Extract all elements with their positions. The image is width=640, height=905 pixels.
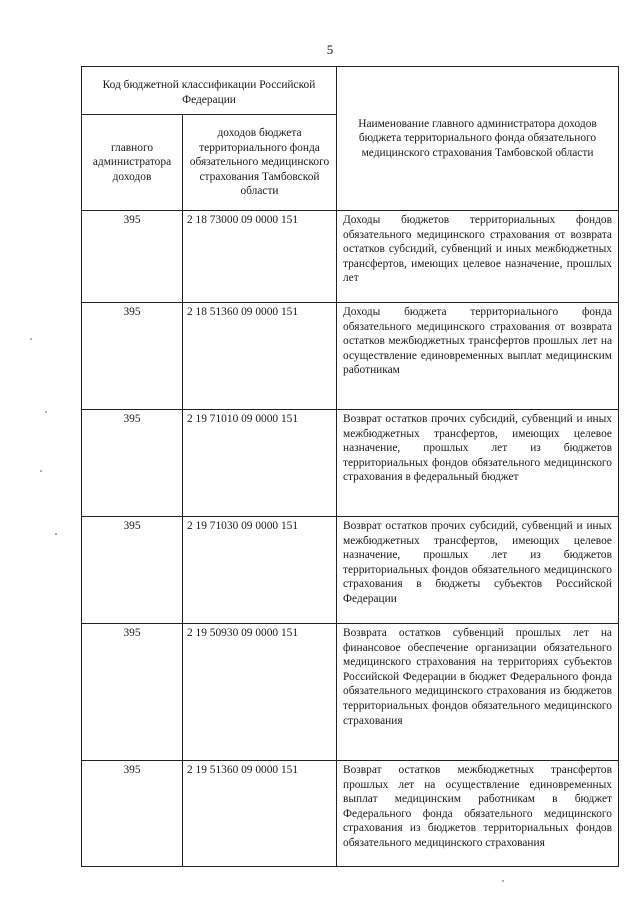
- scan-speck: [45, 411, 47, 413]
- admin-code-cell: 395: [82, 410, 183, 517]
- header-main-admin: главного администратора доходов: [82, 115, 183, 211]
- scan-speck: [55, 533, 57, 535]
- admin-code-cell: 395: [82, 761, 183, 867]
- admin-code-cell: 395: [82, 624, 183, 761]
- table-row: [82, 624, 619, 761]
- admin-code-cell: 395: [82, 211, 183, 303]
- income-code-cell: 2 19 71010 09 0000 151: [183, 410, 337, 517]
- scan-speck: [30, 338, 32, 340]
- income-code-cell: 2 19 71030 09 0000 151: [183, 517, 337, 624]
- admin-code-cell: 395: [82, 303, 183, 410]
- table-row: [82, 517, 619, 624]
- table-row: [82, 410, 619, 517]
- table-row: [82, 303, 619, 410]
- income-code-cell: 2 18 51360 09 0000 151: [183, 303, 337, 410]
- income-code-cell: 2 18 73000 09 0000 151: [183, 211, 337, 303]
- income-name-cell: Возврата остатков субвенций прошлых лет на финансовое обеспечение организации обязательного медицинского страхования на территориях субъектов Российской Федерации в бюджет Федерального фонда обязательного медицинского страхования из бюджетов территориальных фондов обязательного медицинского страхования: [337, 624, 619, 761]
- income-name-cell: Возврат остатков прочих субсидий, субвенций и иных межбюджетных трансфертов, имеющих целевое назначение, прошлых лет из бюджетов территориальных фондов обязательного медицинского страхования в бюджеты субъектов Российской Федерации: [337, 517, 619, 624]
- header-income-code: доходов бюджета территориального фонда обязательного медицинского страхования Тамбовской области: [183, 115, 337, 211]
- table-header-row: [82, 67, 619, 115]
- income-code-cell: 2 19 51360 09 0000 151: [183, 761, 337, 867]
- scan-speck: [40, 470, 42, 472]
- income-code-cell: 2 19 50930 09 0000 151: [183, 624, 337, 761]
- admin-code-cell: 395: [82, 517, 183, 624]
- income-name-cell: Возврат остатков прочих субсидий, субвенций и иных межбюджетных трансфертов, имеющих целевое назначение, прошлых лет из бюджетов территориальных фондов обязательного медицинского страхования в федеральный бюджет: [337, 410, 619, 517]
- income-name-cell: Возврат остатков межбюджетных трансфертов прошлых лет на осуществление единовременных выплат медицинским работникам в бюджет Федерального фонда обязательного медицинского страхования из бюджетов территориальных фондов обязательного медицинского страхования: [337, 761, 619, 867]
- income-name-cell: Доходы бюджета территориального фонда обязательного медицинского страхования от возврата остатков межбюджетных трансфертов прошлых лет на осуществление единовременных выплат медицинским работникам: [337, 303, 619, 410]
- header-group-title: Код бюджетной классификации Российской Федерации: [82, 67, 337, 115]
- income-name-cell: Доходы бюджетов территориальных фондов обязательного медицинского страхования от возврата остатков субсидий, субвенций и иных межбюджетных трансфертов, имеющих целевое назначение, прошлых лет: [337, 211, 619, 303]
- page-number: 5: [326, 42, 334, 57]
- table-row: [82, 761, 619, 867]
- scan-speck: [502, 880, 504, 882]
- table-row: [82, 211, 619, 303]
- header-admin-name: Наименование главного администратора доходов бюджета территориального фонда обязательного медицинского страхования Тамбовской области: [337, 67, 619, 211]
- budget-classification-table: [81, 66, 619, 867]
